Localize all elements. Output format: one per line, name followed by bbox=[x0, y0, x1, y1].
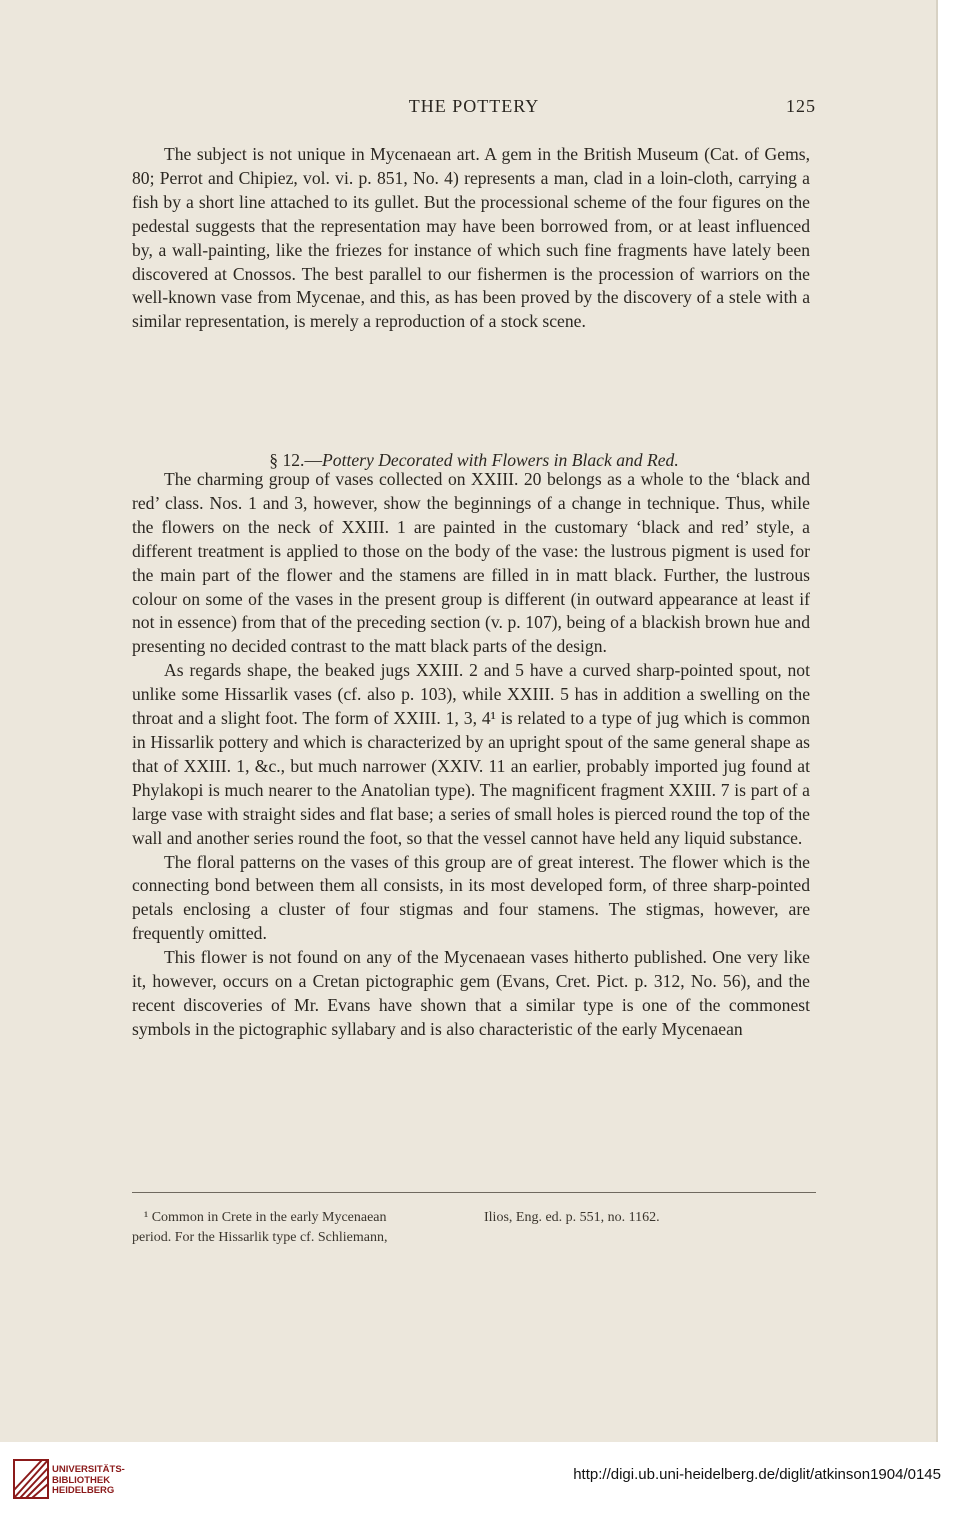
paragraph-block-2 bbox=[132, 468, 810, 1042]
footnote bbox=[132, 1208, 816, 1248]
library-name-line-3: HEIDELBERG bbox=[52, 1485, 115, 1496]
paragraph: The charming group of vases collected on XXIII. 20 belongs as a whole to the ‘black and red’ class. Nos. 1 and 3, however, show the beginnings of a change in technique. Thus, while the flowers on the neck of XXIII. 1 are painted in the customary ‘black and red’ style, a different treatment is applied to those on the body of the vase: the lustrous pigment is used for the main part of the flower and the stamens are filled in in matt black. Further, the lustrous colour on some of the vases in the present group is different (in outward appearance at least if not in essence) from that of the preceding section (v. p. 107), being of a blackish brown hue and presenting no decided contrast to the matt black parts of the design. bbox=[132, 469, 810, 657]
library-name-line-1: UNIVERSITÄTS- bbox=[52, 1464, 125, 1475]
paragraph: As regards shape, the beaked jugs XXIII. 2 and 5 have a curved sharp-pointed spout, not unlike some Hissarlik vases (cf. also p. 103), while XXIII. 5 has in addition a swelling on the throat and a slight foot. The form of XXIII. 1, 3, 4¹ is related to a type of jug which is common in Hissarlik pottery and which is characterized by an upright spout of the same general shape as that of XXIII. 1, &c., but much narrower (XXIV. 11 an earlier, probably imported jug found at Phylakopi is much nearer to the Anatolian type). The magnificent fragment XXIII. 7 is part of a large vase with straight sides and flat base; a series of small holes is pierced round the top of the wall and another series round the foot, so that the vessel cannot have held any liquid substance. bbox=[132, 660, 810, 848]
section-title: Pottery Decorated with Flowers in Black and Red. bbox=[322, 450, 679, 470]
footnote-reference: Ilios, Eng. ed. p. 551, no. 1162. bbox=[484, 1210, 660, 1225]
running-header bbox=[132, 96, 816, 126]
footnote-rule bbox=[132, 1192, 816, 1193]
section-number: § 12.— bbox=[269, 450, 323, 470]
footnote-line-2: period. For the Hissarlik type cf. Schliemann, bbox=[132, 1230, 388, 1245]
footnote-line-1: ¹ Common in Crete in the early Mycenaean bbox=[144, 1210, 387, 1225]
library-name-line-2: BIBLIOTHEK bbox=[52, 1474, 111, 1486]
source-url-link[interactable]: http://digi.ub.uni-heidelberg.de/diglit/atkinson1904/0145 bbox=[573, 1466, 941, 1483]
page-number: 125 bbox=[786, 96, 816, 116]
library-name bbox=[52, 1465, 125, 1497]
paragraph: The floral patterns on the vases of this group are of great interest. The flower which is the connecting bond between them all consists, in its most developed form, of three sharp-pointed petals enclosing a cluster of four stigmas and four stamens. The stigmas, however, are frequently omitted. bbox=[132, 851, 810, 944]
paragraph: This flower is not found on any of the Mycenaean vases hitherto published. One very like it, however, occurs on a Cretan pictographic gem (Evans, Cret. Pict. p. 312, No. 56), and the recent discoveries of Mr. Evans have shown that a similar type is one of the commonest symbols in the pictographic syllabary and is also characteristic of the early Mycenaean bbox=[132, 947, 810, 1039]
paragraph: The subject is not unique in Mycenaean art. A gem in the British Museum (Cat. of Gems, 80; Perrot and Chipiez, vol. vi. p. 851, No. 4) represents a man, clad in a loin-cloth, carrying a fish by a short line attached to its gullet. But the processional scheme of the four figures on the pedestal suggests that the representation may have been borrowed from, or at least influenced by, a wall-painting, like the friezes for instance of which such fine fragments have lately been discovered at Cnossos. The best parallel to our fishermen is the procession of warriors on the well-known vase from Mycenae, and this, as has been proved by the discovery of a stele with a similar representation, is merely a reproduction of a stock scene. bbox=[132, 144, 810, 332]
running-title: THE POTTERY bbox=[408, 96, 540, 116]
paragraph-block-1 bbox=[132, 143, 810, 334]
